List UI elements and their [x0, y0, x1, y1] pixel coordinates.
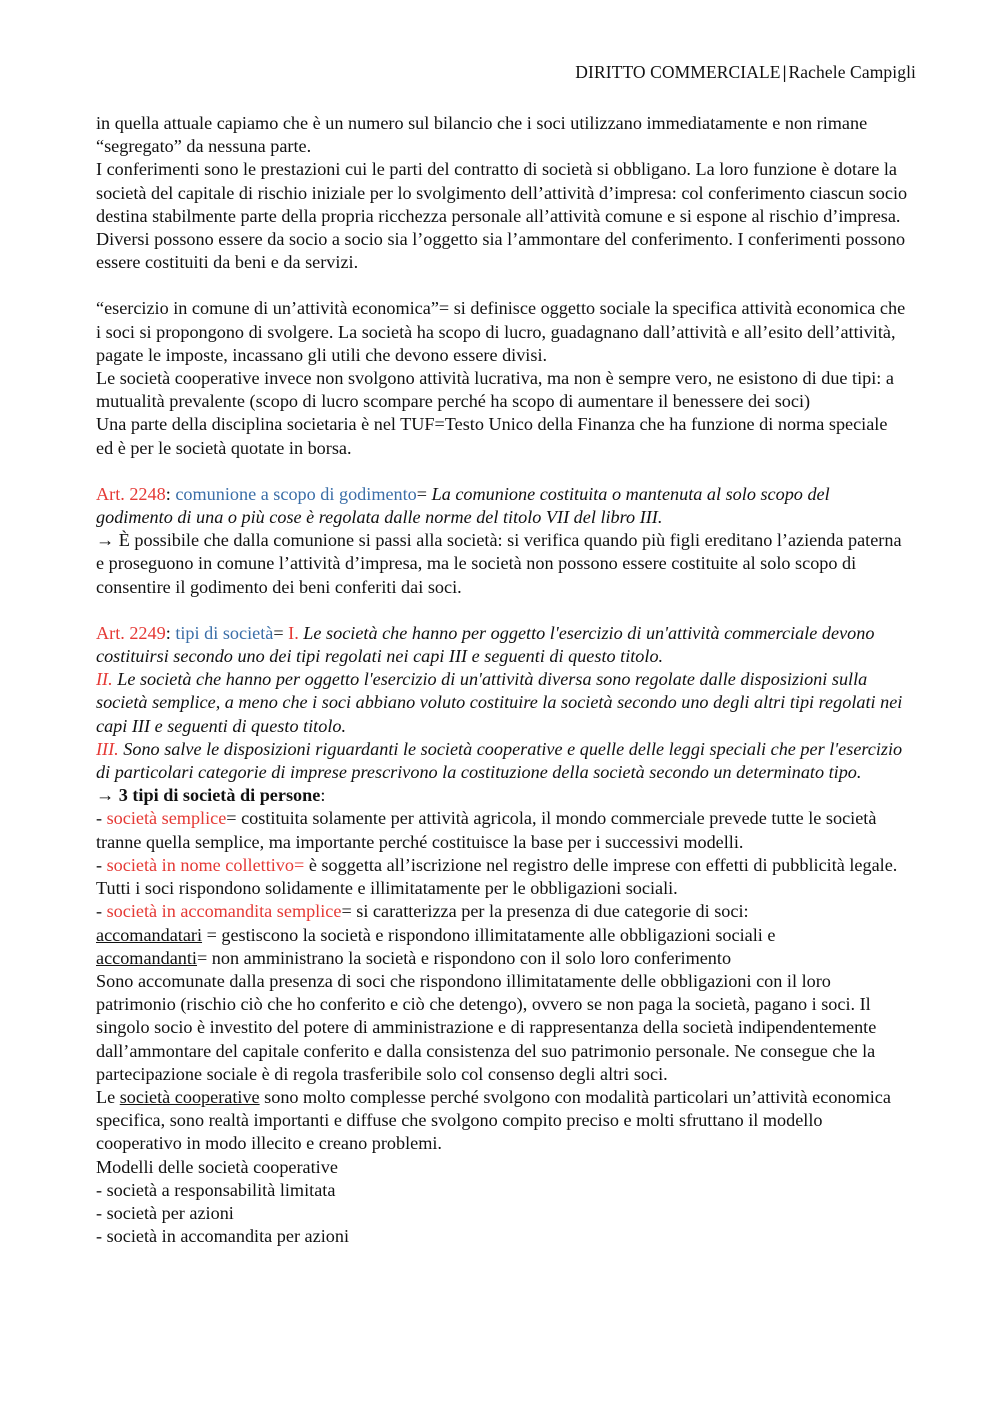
spacer — [96, 460, 908, 483]
accomandanti-line — [96, 947, 908, 970]
paragraph-cooperative-lucro: Le società cooperative invece non svolgono attività lucrativa, ma non è sempre vero, ne esistono di due tipi: a mutualità prevalente (scopo di lucro scompare perché ha scopo di aumentare il benessere dei soci) — [96, 368, 894, 412]
page-body — [96, 112, 908, 1248]
list-dash: - — [96, 854, 107, 875]
list-item: - società in accomandita per azioni — [96, 1226, 349, 1247]
societa-cooperative-term: società cooperative — [119, 1086, 260, 1107]
article-2248 — [96, 483, 908, 529]
equals-sign: = — [294, 854, 305, 875]
spacer — [96, 599, 908, 622]
article-2248-label: Art. 2248 — [96, 483, 166, 504]
nome-collettivo-label: società in nome collettivo — [106, 854, 294, 875]
nome-collettivo-text: è soggetta all’iscrizione nel registro delle imprese con effetti di pubblicità legale. Tutti i soci rispondono solidamente e illimitatamente per le obbligazioni sociali. — [96, 854, 898, 899]
header-separator: | — [782, 62, 787, 82]
paragraph-responsabilita-illimitata: Sono accomunate dalla presenza di soci che rispondono illimitatamente delle obbligazioni con il loro patrimonio (rischio ciò che ho conferito e ciò che detengo), ovvero se non paga la società, pagano i soci. Il singolo socio è investito del potere di amministrazione e di rappresentanza della società indipendentemente dall’ammontare del capitale conferito e dalla consistenza del suo patrimonio personale. Ne consegue che la partecipazione sociale è di regola trasferibile solo col consenso degli altri soci. — [96, 970, 877, 1084]
accomandita-semplice-label: società in accomandita semplice — [106, 901, 342, 922]
document-title: DIRITTO COMMERCIALE — [575, 62, 781, 82]
equals-sign: = — [273, 622, 284, 643]
spacer — [96, 274, 908, 297]
article-2249-text-3: Sono salve le disposizioni riguardanti le società cooperative e quelle delle leggi speciali che per l'esercizio di particolari categorie di imprese prescrivono la costituzione della società secondo un determinato tipo. — [96, 738, 903, 783]
societa-semplice-text: = costituita solamente per attività agricola, il mondo commerciale prevede tutte le società tranne quella semplice, ma importante perché costituisce la base per i successivi modelli. — [96, 808, 877, 852]
text-fragment: Le — [96, 1086, 120, 1107]
colon: : — [165, 622, 171, 643]
accomandita-semplice-text: = si caratterizza per la presenza di due categorie di soci: — [341, 901, 749, 922]
cooperative-models-heading: Modelli delle società cooperative — [96, 1156, 338, 1177]
list-dash: - — [96, 808, 107, 829]
paragraph-bilancio: in quella attuale capiamo che è un numero sul bilancio che i soci utilizzano immediatamente e non rimane “segregato” da nessuna parte. — [96, 113, 868, 157]
paragraph-tuf: Una parte della disciplina societaria è nel TUF=Testo Unico della Finanza che ha funzione di norma speciale ed è per le società quotate in borsa. — [96, 414, 888, 458]
paragraph-esercizio-comune: “esercizio in comune di un’attività economica”= si definisce oggetto sociale la specifica attività economica che i soci si propongono di svolgere. La società ha scopo di lucro, guadagnano dall’attività e all’esito dell’attività, pagate le imposte, incassano gli utili che devono essere divisi. — [96, 298, 906, 365]
list-item: - società per azioni — [96, 1202, 234, 1223]
list-item-nome-collettivo — [96, 854, 908, 900]
colon: : — [320, 785, 326, 806]
article-2249-numeral-2: II. — [96, 669, 113, 690]
accomandatari-term: accomandatari — [96, 924, 203, 945]
article-2249-paragraph-2 — [96, 668, 908, 738]
article-2249-numeral-3: III. — [96, 738, 119, 759]
societa-cooperative-text: sono molto complesse perché svolgono con modalità particolari un’attività economica specifica, sono realtà importanti e diffuse che svolgono compito preciso e molti sfruttano il modello cooperativo in modo illecito e creano problemi. — [96, 1086, 891, 1154]
colon: : — [165, 483, 171, 504]
societa-semplice-label: società semplice — [106, 808, 227, 829]
page-header — [575, 62, 916, 83]
article-2248-note: → È possibile che dalla comunione si passi alla società: si verifica quando più figli ereditano l’azienda paterna e proseguono in comune l’attività d’impresa, ma le società non possono essere costituite al solo scopo di consentire il godimento dei beni conferiti dai soci. — [96, 530, 902, 597]
list-item-societa-semplice — [96, 807, 908, 853]
list-dash: - — [96, 901, 107, 922]
article-2248-text: La comunione costituita o mantenuta al solo scopo del godimento di una o più cose è regolata dalle norme del titolo VII del libro III. — [96, 483, 830, 528]
societa-persone-heading — [96, 784, 908, 807]
accomandatari-text: = gestiscono la società e rispondono illimitatamente alle obbligazioni sociali e — [202, 924, 776, 945]
article-2249-label: Art. 2249 — [96, 622, 166, 643]
list-item: - società a responsabilità limitata — [96, 1179, 336, 1200]
article-2249-paragraph-3 — [96, 738, 908, 784]
paragraph-societa-cooperative — [96, 1086, 908, 1156]
article-2249-title: tipi di società — [175, 622, 274, 643]
article-2249 — [96, 622, 908, 668]
article-2248-title: comunione a scopo di godimento — [175, 483, 417, 504]
equals-sign: = — [416, 483, 428, 504]
accomandatari-line — [96, 924, 908, 947]
article-2249-text-1: Le società che hanno per oggetto l'esercizio di un'attività commerciale devono costituirsi secondo uno dei tipi regolati nei capi III e seguenti di questo titolo. — [96, 622, 875, 667]
accomandanti-term: accomandanti — [96, 947, 197, 968]
article-2249-numeral-1: I. — [288, 622, 299, 643]
list-item-accomandita-semplice — [96, 900, 908, 923]
article-2249-text-2: Le società che hanno per oggetto l'esercizio di un'attività diversa sono regolate dalle disposizioni sulla società semplice, a meno che i soci abbiano voluto costituire la società secondo uno degli altri tipi regolati nei capi III e seguenti di questo titolo. — [96, 669, 903, 736]
accomandanti-text: = non amministrano la società e rispondono con il solo loro conferimento — [197, 947, 732, 968]
heading-text: → 3 tipi di società di persone — [96, 785, 321, 806]
author-name: Rachele Campigli — [788, 62, 916, 82]
paragraph-conferimenti: I conferimenti sono le prestazioni cui le parti del contratto di società si obbligano. La loro funzione è dotare la società del capitale di rischio iniziale per lo svolgimento dell’attività d’impresa: col conferimento ciascun socio destina stabilmente parte della propria ricchezza personale all’attività comune e si espone al rischio d’impresa. Diversi possono essere da socio a socio sia l’oggetto sia l’ammontare del conferimento. I conferimenti possono essere costituiti da beni e da servizi. — [96, 159, 908, 273]
